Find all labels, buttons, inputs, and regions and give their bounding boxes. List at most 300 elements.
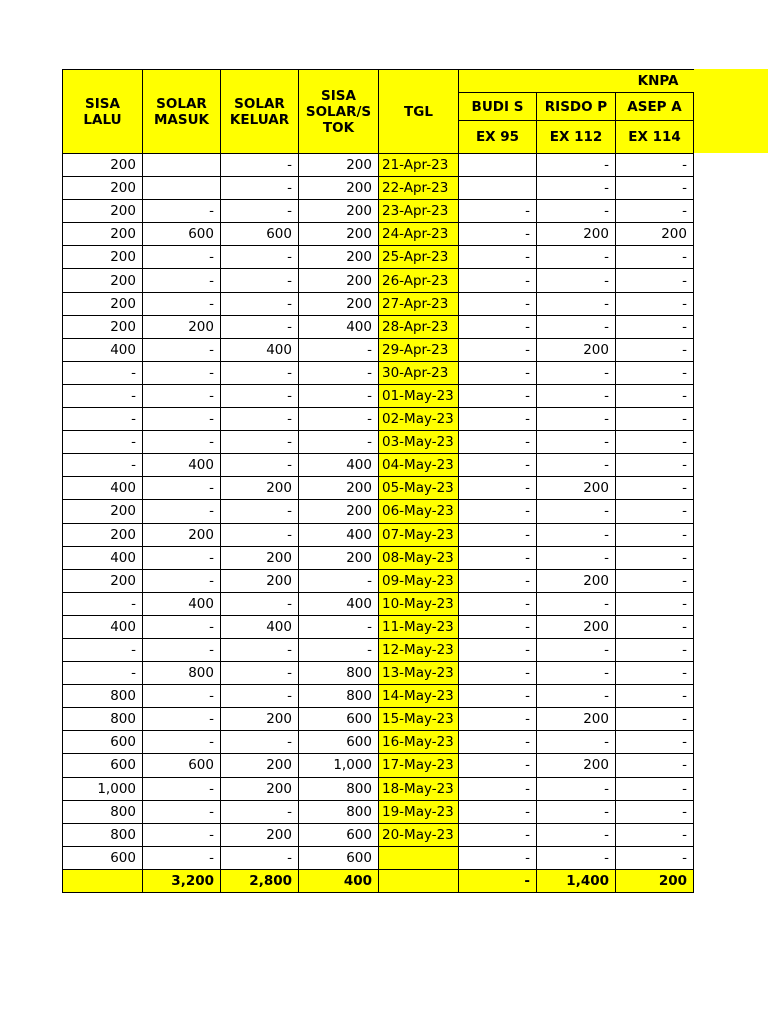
cell-sisa-lalu[interactable]: 200 [63,569,143,592]
cell-solar-keluar[interactable]: - [221,662,299,685]
cell-sisa-lalu[interactable]: 600 [63,754,143,777]
cell-sisa-stok[interactable]: - [299,638,379,661]
cell-risdo-p[interactable]: - [537,154,616,177]
cell-sisa-lalu[interactable]: 200 [63,177,143,200]
cell-tgl[interactable]: 04-May-23 [379,454,459,477]
cell-sisa-stok[interactable]: 600 [299,731,379,754]
cell-solar-masuk[interactable]: - [143,638,221,661]
cell-solar-masuk[interactable]: - [143,777,221,800]
cell-risdo-p[interactable]: - [537,431,616,454]
cell-tgl[interactable]: 11-May-23 [379,615,459,638]
header-solar-keluar[interactable] [221,70,299,154]
cell-risdo-p[interactable]: 200 [537,615,616,638]
cell-asep-a[interactable]: - [616,454,694,477]
cell-solar-masuk[interactable]: - [143,477,221,500]
cell-budi-s[interactable]: - [459,754,537,777]
cell-sisa-stok[interactable]: 200 [299,177,379,200]
cell-risdo-p[interactable]: - [537,731,616,754]
table-row [63,246,694,269]
table-row [63,223,694,246]
cell-asep-a[interactable]: - [616,685,694,708]
header-sisa-solar-stok-label: SISA SOLAR/S TOK [305,87,372,136]
cell-solar-masuk[interactable] [143,154,221,177]
cell-solar-keluar[interactable]: - [221,500,299,523]
cell-risdo-p[interactable]: 200 [537,477,616,500]
cell-asep-a[interactable]: - [616,408,694,431]
cell-asep-a[interactable]: - [616,823,694,846]
header-knpa-group[interactable] [459,70,694,93]
table-row [63,177,694,200]
cell-solar-keluar[interactable]: - [221,315,299,338]
cell-solar-keluar[interactable]: - [221,177,299,200]
cell-asep-a[interactable]: - [616,569,694,592]
cell-tgl[interactable]: 13-May-23 [379,662,459,685]
total-cell-solar-masuk[interactable]: 3,200 [143,869,221,892]
cell-budi-s[interactable]: - [459,708,537,731]
cell-asep-a[interactable]: - [616,615,694,638]
cell-solar-masuk[interactable]: - [143,708,221,731]
cell-tgl[interactable]: 19-May-23 [379,800,459,823]
cell-tgl[interactable]: 26-Apr-23 [379,269,459,292]
cell-sisa-lalu[interactable]: 200 [63,315,143,338]
header-unit-ex112[interactable]: EX 112 [537,121,616,154]
cell-sisa-lalu[interactable]: 200 [63,223,143,246]
table-row [63,708,694,731]
cell-sisa-lalu[interactable]: - [63,662,143,685]
cell-solar-masuk[interactable]: 600 [143,223,221,246]
cell-sisa-stok[interactable]: - [299,615,379,638]
cell-risdo-p[interactable]: - [537,408,616,431]
cell-tgl[interactable]: 25-Apr-23 [379,246,459,269]
cell-asep-a[interactable]: - [616,500,694,523]
cell-tgl[interactable]: 08-May-23 [379,546,459,569]
cell-sisa-lalu[interactable]: - [63,384,143,407]
cell-sisa-stok[interactable]: 800 [299,662,379,685]
table-row [63,615,694,638]
cell-tgl[interactable]: 29-Apr-23 [379,338,459,361]
cell-asep-a[interactable]: - [616,523,694,546]
cell-risdo-p[interactable]: - [537,177,616,200]
cell-tgl[interactable]: 07-May-23 [379,523,459,546]
cell-tgl[interactable]: 24-Apr-23 [379,223,459,246]
cell-budi-s[interactable]: - [459,246,537,269]
cell-solar-keluar[interactable]: - [221,846,299,869]
cell-tgl[interactable]: 15-May-23 [379,708,459,731]
cell-tgl[interactable]: 05-May-23 [379,477,459,500]
cell-budi-s[interactable]: - [459,408,537,431]
cell-budi-s[interactable]: - [459,731,537,754]
cell-asep-a[interactable]: - [616,361,694,384]
cell-sisa-stok[interactable]: 200 [299,223,379,246]
cell-solar-keluar[interactable]: - [221,431,299,454]
cell-risdo-p[interactable]: - [537,546,616,569]
cell-tgl[interactable]: 23-Apr-23 [379,200,459,223]
cell-sisa-lalu[interactable]: 200 [63,523,143,546]
header-tgl[interactable] [379,70,459,154]
cell-risdo-p[interactable]: - [537,685,616,708]
cell-solar-keluar[interactable]: - [221,685,299,708]
table-row [63,777,694,800]
cell-tgl[interactable]: 30-Apr-23 [379,361,459,384]
cell-risdo-p[interactable]: - [537,292,616,315]
cell-tgl[interactable]: 22-Apr-23 [379,177,459,200]
table-row [63,477,694,500]
cell-solar-masuk[interactable]: - [143,500,221,523]
cell-asep-a[interactable]: - [616,846,694,869]
table-row [63,754,694,777]
cell-budi-s[interactable]: - [459,638,537,661]
cell-budi-s[interactable]: - [459,384,537,407]
cell-sisa-lalu[interactable]: 200 [63,292,143,315]
cell-asep-a[interactable]: - [616,662,694,685]
cell-asep-a[interactable]: - [616,292,694,315]
cell-tgl[interactable]: 17-May-23 [379,754,459,777]
cell-budi-s[interactable]: - [459,292,537,315]
cell-budi-s[interactable] [459,177,537,200]
cell-sisa-stok[interactable]: - [299,361,379,384]
cell-risdo-p[interactable]: 200 [537,338,616,361]
table-row [63,523,694,546]
cell-solar-keluar[interactable]: - [221,384,299,407]
cell-sisa-stok[interactable]: - [299,569,379,592]
cell-solar-masuk[interactable]: - [143,200,221,223]
cell-budi-s[interactable]: - [459,315,537,338]
table-row [63,731,694,754]
cell-solar-keluar[interactable]: - [221,592,299,615]
cell-tgl[interactable]: 10-May-23 [379,592,459,615]
cell-solar-keluar[interactable]: - [221,731,299,754]
table-row [63,638,694,661]
cell-sisa-stok[interactable]: - [299,408,379,431]
cell-solar-keluar[interactable]: - [221,408,299,431]
cell-budi-s[interactable]: - [459,523,537,546]
cell-solar-keluar[interactable]: - [221,292,299,315]
cell-risdo-p[interactable]: - [537,662,616,685]
cell-budi-s[interactable]: - [459,569,537,592]
cell-risdo-p[interactable]: - [537,846,616,869]
cell-solar-keluar[interactable]: - [221,361,299,384]
cell-sisa-stok[interactable]: 200 [299,500,379,523]
table-row [63,338,694,361]
cell-sisa-stok[interactable]: 200 [299,477,379,500]
cell-sisa-lalu[interactable]: 200 [63,246,143,269]
cell-sisa-lalu[interactable]: 800 [63,823,143,846]
cell-sisa-lalu[interactable]: 1,000 [63,777,143,800]
cell-tgl[interactable]: 14-May-23 [379,685,459,708]
total-cell-solar-keluar[interactable]: 2,800 [221,869,299,892]
table-row [63,431,694,454]
cell-asep-a[interactable]: - [616,431,694,454]
cell-solar-masuk[interactable]: - [143,569,221,592]
total-cell-asep-a[interactable]: 200 [616,869,694,892]
cell-solar-masuk[interactable]: - [143,615,221,638]
cell-asep-a[interactable]: - [616,731,694,754]
cell-asep-a[interactable]: - [616,708,694,731]
cell-sisa-lalu[interactable]: 400 [63,338,143,361]
cell-solar-keluar[interactable]: - [221,523,299,546]
cell-tgl[interactable]: 27-Apr-23 [379,292,459,315]
cell-sisa-lalu[interactable]: 200 [63,154,143,177]
cell-solar-masuk[interactable]: - [143,731,221,754]
cell-solar-keluar[interactable]: 400 [221,338,299,361]
cell-risdo-p[interactable]: - [537,384,616,407]
cell-sisa-stok[interactable]: 400 [299,454,379,477]
cell-budi-s[interactable]: - [459,615,537,638]
cell-solar-masuk[interactable]: - [143,846,221,869]
cell-solar-keluar[interactable]: 200 [221,569,299,592]
cell-budi-s[interactable]: - [459,662,537,685]
cell-solar-masuk[interactable]: - [143,823,221,846]
table-row [63,846,694,869]
cell-solar-keluar[interactable]: 400 [221,615,299,638]
cell-sisa-lalu[interactable]: - [63,454,143,477]
table-row [63,200,694,223]
header-person-risdo[interactable]: RISDO P [537,93,616,121]
cell-sisa-lalu[interactable]: - [63,431,143,454]
cell-solar-keluar[interactable]: 200 [221,777,299,800]
cell-asep-a[interactable]: - [616,200,694,223]
cell-sisa-stok[interactable]: - [299,338,379,361]
cell-asep-a[interactable]: - [616,592,694,615]
cell-budi-s[interactable]: - [459,269,537,292]
table-row [63,662,694,685]
cell-sisa-stok[interactable]: 200 [299,546,379,569]
cell-solar-masuk[interactable]: 200 [143,523,221,546]
table-row [63,823,694,846]
table-row [63,154,694,177]
cell-risdo-p[interactable]: - [537,454,616,477]
cell-risdo-p[interactable]: - [537,315,616,338]
cell-budi-s[interactable]: - [459,846,537,869]
total-cell-sisa-stok[interactable]: 400 [299,869,379,892]
cell-sisa-stok[interactable]: 400 [299,315,379,338]
cell-solar-masuk[interactable]: - [143,431,221,454]
header-solar-masuk[interactable] [143,70,221,154]
cell-solar-masuk[interactable]: 200 [143,315,221,338]
header-person-budi[interactable]: BUDI S [459,93,537,121]
cell-solar-masuk[interactable]: - [143,292,221,315]
cell-budi-s[interactable]: - [459,800,537,823]
cell-asep-a[interactable]: - [616,777,694,800]
total-cell-risdo-p[interactable]: 1,400 [537,869,616,892]
cell-risdo-p[interactable]: - [537,200,616,223]
cell-budi-s[interactable]: - [459,223,537,246]
cell-tgl[interactable] [379,846,459,869]
cell-sisa-lalu[interactable]: - [63,408,143,431]
cell-solar-masuk[interactable]: - [143,685,221,708]
table-row [63,592,694,615]
cell-risdo-p[interactable]: - [537,500,616,523]
cell-budi-s[interactable]: - [459,823,537,846]
cell-budi-s[interactable]: - [459,777,537,800]
cell-solar-masuk[interactable]: 400 [143,592,221,615]
cell-solar-keluar[interactable]: 200 [221,546,299,569]
cell-asep-a[interactable]: 200 [616,223,694,246]
cell-budi-s[interactable]: - [459,477,537,500]
cell-solar-masuk[interactable]: 400 [143,454,221,477]
cell-tgl[interactable]: 09-May-23 [379,569,459,592]
cell-sisa-lalu[interactable]: 200 [63,269,143,292]
cell-sisa-lalu[interactable]: 400 [63,546,143,569]
header-person-asep[interactable]: ASEP A [616,93,694,121]
cell-sisa-stok[interactable]: - [299,384,379,407]
cell-tgl[interactable]: 20-May-23 [379,823,459,846]
header-unit-ex114[interactable]: EX 114 [616,121,694,154]
cell-sisa-stok[interactable]: 1,000 [299,754,379,777]
cell-tgl[interactable]: 28-Apr-23 [379,315,459,338]
cell-budi-s[interactable]: - [459,546,537,569]
header-sisa-solar-stok[interactable] [299,70,379,154]
table-row [63,500,694,523]
cell-sisa-lalu[interactable]: - [63,638,143,661]
cell-asep-a[interactable]: - [616,154,694,177]
cell-risdo-p[interactable]: - [537,592,616,615]
cell-tgl[interactable]: 06-May-23 [379,500,459,523]
header-sisa-lalu-label: SISA LALU [83,95,122,128]
table-row [63,546,694,569]
cell-tgl[interactable]: 01-May-23 [379,384,459,407]
cell-risdo-p[interactable]: - [537,823,616,846]
cell-sisa-stok[interactable]: 200 [299,292,379,315]
cell-asep-a[interactable]: - [616,338,694,361]
cell-asep-a[interactable]: - [616,177,694,200]
cell-sisa-stok[interactable]: 200 [299,154,379,177]
cell-solar-keluar[interactable]: - [221,638,299,661]
cell-sisa-lalu[interactable]: 600 [63,731,143,754]
cell-asep-a[interactable]: - [616,384,694,407]
cell-solar-keluar[interactable]: - [221,200,299,223]
cell-budi-s[interactable] [459,154,537,177]
cell-solar-keluar[interactable]: 200 [221,754,299,777]
total-cell-budi-s[interactable]: - [459,869,537,892]
cell-solar-masuk[interactable]: 800 [143,662,221,685]
cell-tgl[interactable]: 03-May-23 [379,431,459,454]
cell-tgl[interactable]: 18-May-23 [379,777,459,800]
cell-solar-masuk[interactable]: - [143,384,221,407]
cell-risdo-p[interactable]: 200 [537,708,616,731]
cell-sisa-stok[interactable]: 800 [299,800,379,823]
cell-sisa-stok[interactable]: 200 [299,269,379,292]
fuel-ledger-table [62,69,694,893]
cell-solar-keluar[interactable]: - [221,269,299,292]
cell-sisa-stok[interactable]: 400 [299,523,379,546]
cell-sisa-stok[interactable]: 400 [299,592,379,615]
cell-risdo-p[interactable]: 200 [537,569,616,592]
header-sisa-lalu[interactable] [63,70,143,154]
cell-sisa-stok[interactable]: 600 [299,708,379,731]
cell-solar-keluar[interactable]: 200 [221,823,299,846]
cell-solar-masuk[interactable] [143,177,221,200]
table-row [63,454,694,477]
cell-sisa-stok[interactable]: 800 [299,685,379,708]
cell-sisa-lalu[interactable]: - [63,592,143,615]
table-row [63,315,694,338]
cell-risdo-p[interactable]: 200 [537,223,616,246]
cell-solar-keluar[interactable]: - [221,800,299,823]
cell-sisa-lalu[interactable]: 200 [63,200,143,223]
header-unit-ex95[interactable]: EX 95 [459,121,537,154]
cell-sisa-lalu[interactable]: 200 [63,500,143,523]
cell-budi-s[interactable]: - [459,338,537,361]
cell-asep-a[interactable]: - [616,246,694,269]
cell-budi-s[interactable]: - [459,361,537,384]
cell-solar-keluar[interactable]: 200 [221,477,299,500]
header-knpa-label: KNPA [637,73,679,89]
cell-risdo-p[interactable]: - [537,269,616,292]
cell-sisa-stok[interactable]: 200 [299,200,379,223]
cell-risdo-p[interactable]: - [537,523,616,546]
cell-solar-masuk[interactable]: - [143,546,221,569]
cell-budi-s[interactable]: - [459,685,537,708]
cell-budi-s[interactable]: - [459,500,537,523]
table-row [63,361,694,384]
cell-solar-masuk[interactable]: - [143,800,221,823]
cell-solar-keluar[interactable]: - [221,154,299,177]
cell-sisa-lalu[interactable]: 400 [63,477,143,500]
cell-sisa-stok[interactable]: 600 [299,823,379,846]
cell-asep-a[interactable]: - [616,269,694,292]
cell-sisa-lalu[interactable]: 600 [63,846,143,869]
table-row [63,408,694,431]
cell-solar-keluar[interactable]: - [221,454,299,477]
cell-budi-s[interactable]: - [459,592,537,615]
total-cell-sisa-lalu[interactable] [63,869,143,892]
cell-sisa-lalu[interactable]: - [63,361,143,384]
cell-asep-a[interactable]: - [616,800,694,823]
cell-solar-masuk[interactable]: 600 [143,754,221,777]
cell-sisa-lalu[interactable]: 800 [63,800,143,823]
cell-tgl[interactable]: 21-Apr-23 [379,154,459,177]
cell-solar-keluar[interactable]: - [221,246,299,269]
cell-risdo-p[interactable]: - [537,246,616,269]
cell-solar-masuk[interactable]: - [143,408,221,431]
cell-budi-s[interactable]: - [459,200,537,223]
cell-sisa-stok[interactable]: 200 [299,246,379,269]
cell-sisa-stok[interactable]: 600 [299,846,379,869]
table-row [63,685,694,708]
total-cell-tgl[interactable] [379,869,459,892]
cell-solar-masuk[interactable]: - [143,269,221,292]
cell-tgl[interactable]: 16-May-23 [379,731,459,754]
cell-sisa-lalu[interactable]: 800 [63,685,143,708]
cell-tgl[interactable]: 12-May-23 [379,638,459,661]
cell-sisa-stok[interactable]: - [299,431,379,454]
cell-sisa-lalu[interactable]: 800 [63,708,143,731]
cell-risdo-p[interactable]: - [537,638,616,661]
cell-risdo-p[interactable]: - [537,800,616,823]
header-solar-keluar-label: SOLAR KELUAR [229,95,290,128]
cell-solar-masuk[interactable]: - [143,338,221,361]
cell-asep-a[interactable]: - [616,638,694,661]
cell-asep-a[interactable]: - [616,477,694,500]
cell-asep-a[interactable]: - [616,546,694,569]
cell-asep-a[interactable]: - [616,754,694,777]
cell-budi-s[interactable]: - [459,454,537,477]
cell-budi-s[interactable]: - [459,431,537,454]
cell-solar-keluar[interactable]: 600 [221,223,299,246]
cell-risdo-p[interactable]: 200 [537,754,616,777]
cell-sisa-lalu[interactable]: 400 [63,615,143,638]
cell-solar-masuk[interactable]: - [143,246,221,269]
cell-asep-a[interactable]: - [616,315,694,338]
cell-sisa-stok[interactable]: 800 [299,777,379,800]
header-tgl-label: TGL [404,103,433,120]
cell-tgl[interactable]: 02-May-23 [379,408,459,431]
cell-risdo-p[interactable]: - [537,361,616,384]
cell-solar-keluar[interactable]: 200 [221,708,299,731]
cell-solar-masuk[interactable]: - [143,361,221,384]
cell-risdo-p[interactable]: - [537,777,616,800]
